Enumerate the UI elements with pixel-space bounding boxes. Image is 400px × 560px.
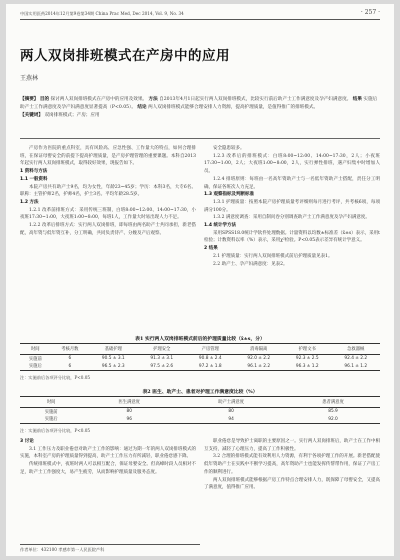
paragraph: 1.2.2 改革后排班方式：实行两人双岗排班，即每班由两名助产士共同承担，新老搭配，高年资与低年资互补，分工明确，共同负责待产、分娩及产后观察。 xyxy=(20,223,196,236)
paragraph: 本院产房共有助产士9名，均为女性，年龄23~45岁；学历：本科3名，大专6名。职称：主管护师2名，护师4名，护士3名。平均年龄28.5岁。 xyxy=(20,184,196,198)
objective-text: 探讨两人双岗排班模式在产房中的应用及效果。 xyxy=(50,97,148,102)
discussion-heading: 3 讨论 xyxy=(20,439,34,444)
table-cell: 96.3 ± 1.2 xyxy=(283,363,331,371)
table-header-cell: 助产士满意度 xyxy=(176,397,286,408)
table-cell: 90.8 ± 2.4 xyxy=(198,356,222,362)
paragraph: 1.2.4 排班原则：每班由一名高年资助产士与一名低年资助产士搭配，责任分工明确，保证各班次人力充足。 xyxy=(204,176,380,190)
table-cell: 96 xyxy=(82,416,176,424)
table-header-cell: 时间 xyxy=(20,344,51,355)
table-header-cell: 基础护理 xyxy=(89,344,137,355)
section-heading: 1.1 一般资料 xyxy=(20,176,48,182)
table-cell: 92.0 ± 2.2 xyxy=(247,356,271,362)
paragraph: 3.2 合理的排班模式能有效利用人力资源，有利于各项护理工作的开展。新老搭配使低年资助产士在实践中不断学习提高，高年资助产士也能发挥传帮带作用，保证了产房工作的顺利进行。 xyxy=(204,454,380,475)
discussion-right xyxy=(204,438,380,550)
table-cell: 实施前 xyxy=(28,356,42,362)
table-header-cell: 考核月数 xyxy=(51,344,89,355)
table1-caption: 表1 实行两人双岗排班模式前后的护理质量比较（x̄±s，分） xyxy=(135,336,265,342)
section-heading: 1.2 方法 xyxy=(20,199,39,205)
journal-citation: 中国实用医药2014年12月第9卷第34期 China Prac Med, Dec 2014, Vol. 9, No. 34 xyxy=(20,11,184,16)
section-heading: 1.4 统计学方法 xyxy=(204,223,237,229)
table-cell: 94 xyxy=(176,416,286,424)
body-column-right xyxy=(204,145,380,331)
table-header-cell: 产房管理 xyxy=(186,344,234,355)
paragraph: 1.3.1 护理质量：按照本院产房护理质量考评细则每月进行考评，共考核6项，每项满分100分。 xyxy=(204,199,380,213)
affiliation-footnote: 作者单位：432100 孝感市第一人民医院产科 xyxy=(20,544,200,553)
table1 xyxy=(20,343,380,371)
table-cell: 实施前 xyxy=(44,409,58,415)
table2-note: 注：实施前后各项评分比较，P<0.05 xyxy=(20,428,91,433)
table-cell: 91.3 ± 3.1 xyxy=(150,356,174,362)
paragraph: 2.2 助产士、孕产妇满意度：见表2。 xyxy=(213,261,288,267)
paragraph: 2.1 护理质量：实行两人双岗排班模式前后护理质量见表1。 xyxy=(213,253,333,259)
paragraph: 两人双岗排班模式能够根据产房工作特点合理安排人力，既保障了母婴安全，又提高了满意度，值得推广应用。 xyxy=(204,477,380,491)
paragraph: 1.3.2 满意度调查：采用自制问卷分别调查助产士工作满意度及孕产妇满意度。 xyxy=(213,215,370,221)
method-text: 自2013年4月1日起实行两人双岗排班模式，比较实行前后助产士工作满意度及孕产妇满意度。 xyxy=(159,97,352,102)
journal-page xyxy=(6,4,394,556)
table-cell: 80 xyxy=(126,409,132,415)
running-header xyxy=(20,9,380,20)
table-cell: 实施后 xyxy=(20,363,51,371)
table-cell: 实施后 xyxy=(20,416,82,424)
table-cell: 97.2 ± 1.8 xyxy=(186,363,234,371)
page-number: · 257 · xyxy=(360,9,380,16)
table-cell: 96.1 ± 1.2 xyxy=(331,363,380,371)
section-heading: 1 资料与方法 xyxy=(20,169,48,175)
table-cell: 85.9 xyxy=(328,409,338,415)
paragraph: 职业倦怠是导致护士离职的主要原因之一。实行两人双岗排班后，助产士在工作中相互支持，减轻了心理压力，提高了工作积极性。 xyxy=(204,439,380,452)
table1-note: 注：实施前后各项评分比较，P<0.05 xyxy=(20,375,91,380)
table2-caption: 表2 医生、助产士、患者对护理工作满意度比较（%） xyxy=(142,389,258,395)
table-cell: 92.4 ± 2.2 xyxy=(344,356,368,362)
paragraph: 1.2.3 改革后的排班模式：白班8:00~12:00、14:00~17:30，2人；小夜班17:30~1:00，2人；大夜班1:00~8:00，2人，实行弹性排班，遇产妇集中时增加人员。 xyxy=(204,153,380,175)
paragraph: 传统排班模式中，夜班时两人可以相互配合，保证母婴安全。但高峰时段人员相对不足，助产士工作强度大，易产生疲劳，从而影响护理质量及服务态度。 xyxy=(20,462,196,475)
result-label: 结果 xyxy=(352,97,362,102)
table-header-cell: 护理文书 xyxy=(283,344,331,355)
section-heading: 1.3 观察指标及判断标准 xyxy=(204,192,255,198)
table-header-cell: 消毒隔离 xyxy=(235,344,283,355)
paragraph: 1.2.1 改革前排班方式：采用传统三班制，白班8:00~12:00、14:00~17:30，小夜班17:30~1:00，大夜班1:00~8:00，每班1人，工作量大时易出现人力不足。 xyxy=(20,207,196,221)
author: 王燕林 xyxy=(20,75,39,82)
table-row xyxy=(20,363,380,371)
objective-label: 目的 xyxy=(39,97,50,102)
table2 xyxy=(20,396,380,424)
section-heading: 2 结果 xyxy=(204,246,218,252)
table-header-cell: 医生满意度 xyxy=(82,397,176,408)
body-column-left xyxy=(20,145,196,331)
table-header-cell: 患者满意度 xyxy=(286,397,380,408)
article-title: 两人双岗排班模式在产房中的应用 xyxy=(20,48,230,64)
table-row xyxy=(20,408,380,416)
conclusion-text: 两人双岗排班模式能够合理安排人力资源，提高护理质量，是值得推广的排班模式。 xyxy=(148,105,319,110)
result-text: 实施后助产士工作满意度及孕产妇满意度显著提高（P<0.05）。 xyxy=(20,97,378,110)
paragraph: 采用SPSS18.0统计学软件处理数据。计量资料以均数±标准差（x̄±s）表示，采用t检验；计数资料以率（%）表示，采用χ²检验。P<0.05表示差异有统计学意义。 xyxy=(204,230,380,244)
paragraph: 安全隐患较多。 xyxy=(213,146,245,151)
abstract-label: 【摘要】 xyxy=(20,97,39,102)
table-cell: 97.5 ± 2.6 xyxy=(138,363,186,371)
conclusion-label: 结论 xyxy=(137,105,147,110)
keywords-label: 【关键词】 xyxy=(20,113,43,118)
table-cell: 96.5 ± 2.3 xyxy=(89,363,137,371)
table-cell: 80 xyxy=(228,409,234,415)
keywords-text: 双岗排班模式；产房；应用 xyxy=(44,113,100,118)
abstract xyxy=(20,96,380,120)
table-header-cell: 护理安全 xyxy=(138,344,186,355)
paragraph: 3.1 工作压力及职业倦怠对助产士工作的影响：通过为期一年的两人双岗排班模式的实施，本科室产房的护理质量得到提高，助产士工作压力有所减轻，职业倦怠感下降。 xyxy=(20,446,196,460)
table-row xyxy=(20,416,380,424)
table-row xyxy=(20,355,380,363)
method-label: 方法 xyxy=(148,97,158,102)
discussion-left xyxy=(20,438,196,542)
table-cell: 90.5 ± 3.1 xyxy=(101,356,125,362)
table-header-cell: 急救器械 xyxy=(331,344,380,355)
table-cell: 6 xyxy=(51,363,89,371)
paragraph: 产房作为医院的重点科室，具有风险高、应急性强、工作量大的特点，如何合理排班，在保证母婴安全的前提下提高护理质量，是产房护理管理的重要课题。本科自2013年起实行两人双岗排班模式，取得较好效果，现报告如下。 xyxy=(20,146,196,167)
abstract-divider xyxy=(20,138,380,139)
table-cell: 6 xyxy=(68,356,72,362)
table-header-cell: 时间 xyxy=(20,397,82,408)
table-cell: 92.3 ± 2.5 xyxy=(295,356,319,362)
table-cell: 96.1 ± 2.2 xyxy=(235,363,283,371)
table-cell: 92.0 xyxy=(286,416,380,424)
